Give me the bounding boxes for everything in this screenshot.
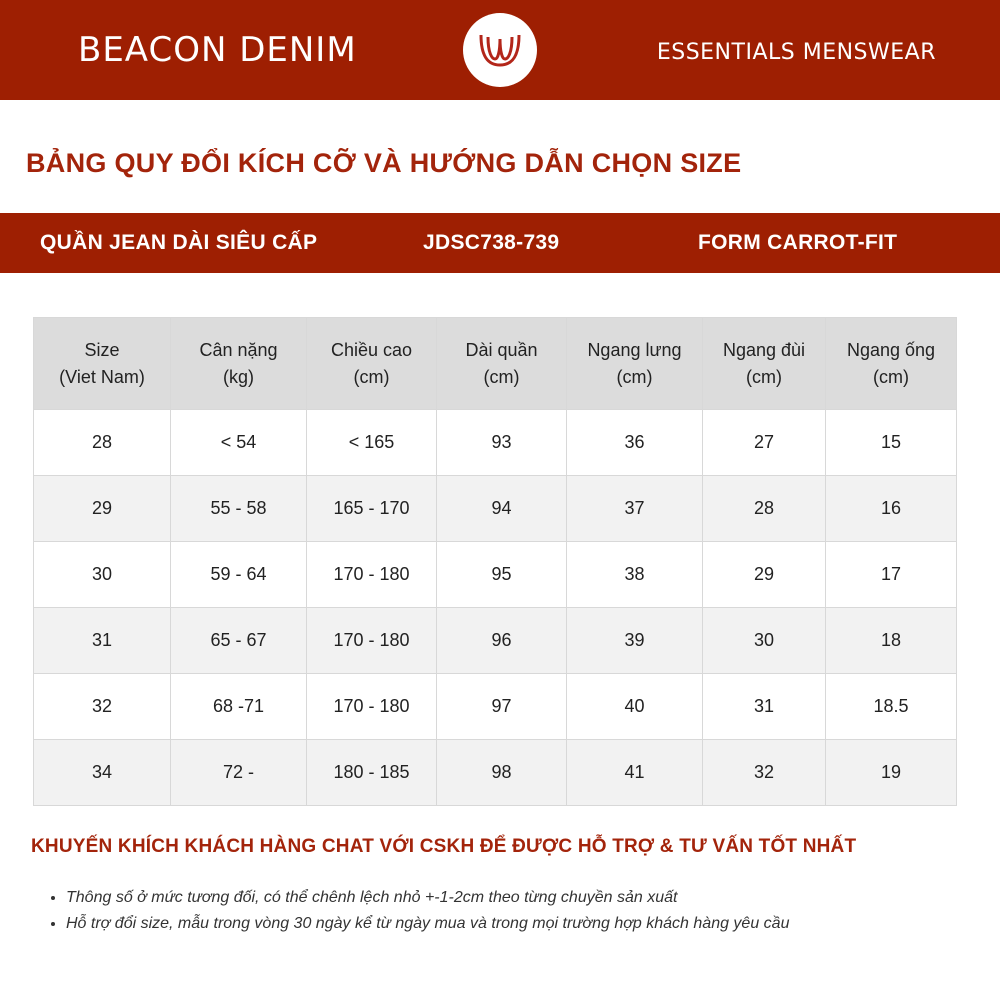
table-cell: 16: [826, 476, 957, 542]
table-cell: 165 - 170: [307, 476, 437, 542]
header-leg-opening: Ngang ống (cm): [826, 318, 957, 410]
table-cell: 27: [703, 410, 826, 476]
page-title: BẢNG QUY ĐỔI KÍCH CỠ VÀ HƯỚNG DẪN CHỌN SIZE: [26, 148, 742, 178]
table-cell: 28: [34, 410, 171, 476]
table-cell: 37: [567, 476, 703, 542]
header-bar: [0, 0, 1000, 100]
table-cell: 28: [703, 476, 826, 542]
size-table: [33, 317, 957, 806]
product-form: FORM CARROT-FIT: [698, 231, 898, 254]
header-size: Size (Viet Nam): [34, 318, 171, 410]
table-cell: 32: [34, 674, 171, 740]
table-cell: 59 - 64: [171, 542, 307, 608]
list-item: • Hỗ trợ đổi size, mẫu trong vòng 30 ngày kể từ ngày mua và trong mọi trường hợp khách hàng yêu cầu: [66, 914, 966, 934]
table-cell: 18: [826, 608, 957, 674]
product-name: QUẦN JEAN DÀI SIÊU CẤP: [40, 231, 318, 254]
table-cell: 68 -71: [171, 674, 307, 740]
table-row: [34, 410, 957, 476]
table-cell: 17: [826, 542, 957, 608]
table-cell: 170 - 180: [307, 674, 437, 740]
table-cell: < 165: [307, 410, 437, 476]
table-cell: 180 - 185: [307, 740, 437, 806]
table-cell: 30: [34, 542, 171, 608]
table-row: [34, 542, 957, 608]
table-cell: 31: [34, 608, 171, 674]
table-cell: 95: [437, 542, 567, 608]
notes-list: [40, 888, 966, 940]
table-cell: 94: [437, 476, 567, 542]
advice-heading: KHUYẾN KHÍCH KHÁCH HÀNG CHAT VỚI CSKH ĐỂ ĐƯỢC HỖ TRỢ & TƯ VẤN TỐT NHẤT: [31, 836, 857, 857]
table-cell: 19: [826, 740, 957, 806]
wave-logo-icon: [463, 13, 537, 87]
table-header-row: [34, 318, 957, 410]
header-height: Chiều cao (cm): [307, 318, 437, 410]
product-code: JDSC738-739: [423, 231, 560, 254]
table-cell: 36: [567, 410, 703, 476]
brand-tagline: ESSENTIALS MENSWEAR: [656, 40, 936, 65]
header-length: Dài quần (cm): [437, 318, 567, 410]
table-cell: 38: [567, 542, 703, 608]
table-cell: 170 - 180: [307, 608, 437, 674]
list-item: • Thông số ở mức tương đối, có thể chênh lệch nhỏ +-1-2cm theo từng chuyền sản xuất: [66, 888, 966, 908]
header-weight: Cân nặng (kg): [171, 318, 307, 410]
header-waist: Ngang lưng (cm): [567, 318, 703, 410]
table-cell: 41: [567, 740, 703, 806]
table-row: [34, 476, 957, 542]
table-cell: 55 - 58: [171, 476, 307, 542]
table-cell: 29: [703, 542, 826, 608]
table-cell: 32: [703, 740, 826, 806]
table-cell: 30: [703, 608, 826, 674]
table-cell: 170 - 180: [307, 542, 437, 608]
brand-name: BEACON DENIM: [78, 30, 357, 70]
header-thigh: Ngang đùi (cm): [703, 318, 826, 410]
table-cell: 15: [826, 410, 957, 476]
table-cell: 31: [703, 674, 826, 740]
table-cell: 98: [437, 740, 567, 806]
table-cell: 72 -: [171, 740, 307, 806]
table-cell: 93: [437, 410, 567, 476]
table-row: [34, 674, 957, 740]
table-cell: 18.5: [826, 674, 957, 740]
table-row: [34, 608, 957, 674]
table-cell: 34: [34, 740, 171, 806]
table-row: [34, 740, 957, 806]
table-cell: 40: [567, 674, 703, 740]
table-cell: 65 - 67: [171, 608, 307, 674]
table-cell: 29: [34, 476, 171, 542]
product-bar: [0, 213, 1000, 273]
table-cell: 39: [567, 608, 703, 674]
table-cell: 97: [437, 674, 567, 740]
table-cell: 96: [437, 608, 567, 674]
table-cell: < 54: [171, 410, 307, 476]
